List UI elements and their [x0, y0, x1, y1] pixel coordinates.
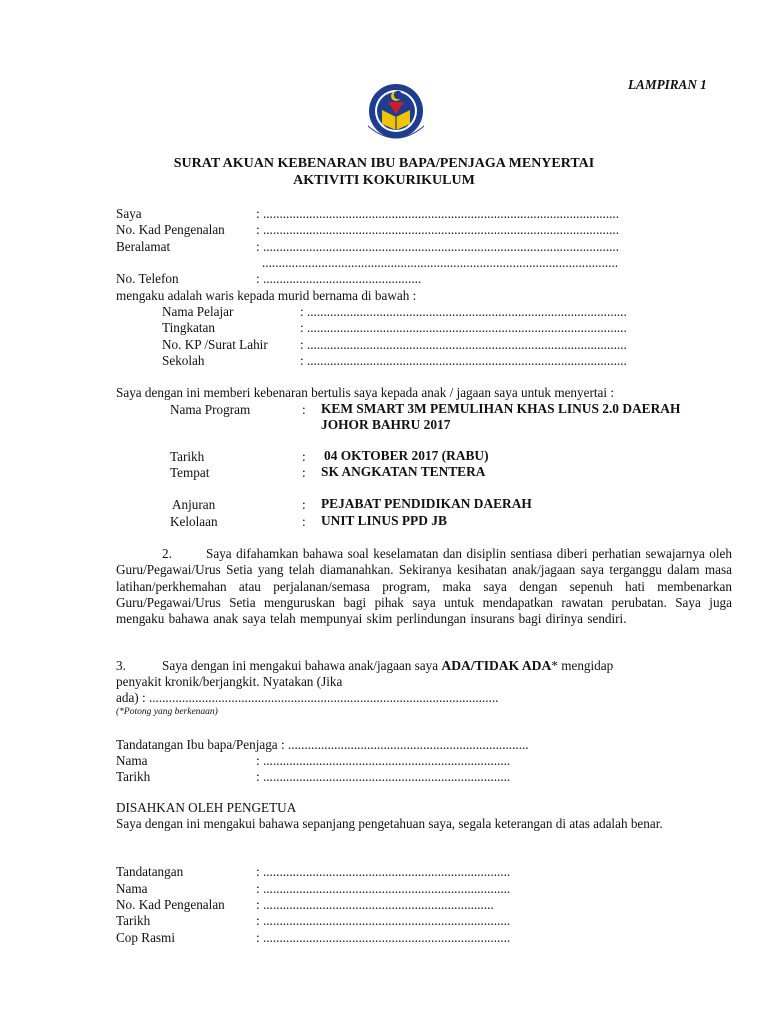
paragraph-3-ada: ADA/TIDAK ADA	[441, 658, 552, 673]
venue-label: Tempat	[170, 465, 210, 480]
lampiran-label: LAMPIRAN 1	[628, 77, 707, 92]
principal-name-label: Nama	[116, 881, 148, 896]
field-saya-label: Saya	[116, 206, 142, 221]
manager-label: Kelolaan	[170, 514, 218, 529]
title-line-1: SURAT AKUAN KEBENARAN IBU BAPA/PENJAGA MENYERTAI	[173, 156, 595, 171]
student-ic-label: No. KP /Surat Lahir	[162, 337, 268, 352]
title-line-2: AKTIVITI KOKURIKULUM	[293, 173, 475, 188]
field-ic-label: No. Kad Pengenalan	[116, 222, 225, 237]
student-name-label: Nama Pelajar	[162, 304, 234, 319]
paragraph-3-post: * mengidap	[551, 658, 614, 673]
parent-signature-line[interactable]: Tandatangan Ibu bapa/Penjaga : .........................................................................	[116, 737, 529, 752]
principal-date-value[interactable]: : ...........................................................................	[256, 913, 511, 928]
organizer-colon: :	[302, 497, 306, 512]
paragraph-2-text: Saya difahamkan bahawa soal keselamatan dan disiplin sentiasa diberi perhatian sewajarnya oleh Guru/Pegawai/Urus Setia yang telah diamanahkan. Sekiranya kesihatan anak/jagaan saya terganggu dalam masa latihan/perkhemahan atau perjalanan/semasa program, maka saya dengan sepenuh hati membenarkan Guru/Pegawai/Urus Setia menguruskan bagi pihak saya untuk mendapatkan rawatan perubatan. Saya juga mengaku bahawa anak saya telah mempunyai skim perlindungan insurans bagi dirinya sendiri.	[116, 546, 732, 627]
principal-date-label: Tarikh	[116, 913, 151, 928]
parent-date-value[interactable]: : ...........................................................................	[256, 769, 511, 784]
paragraph-3-number: 3.	[116, 658, 126, 673]
paragraph-2-number: 2.	[162, 546, 172, 561]
parent-name-value[interactable]: : ...........................................................................	[256, 753, 511, 768]
principal-signature-value[interactable]: : ...........................................................................	[256, 864, 511, 879]
field-ic-value[interactable]: : ............................................................................................................	[256, 222, 620, 237]
venue-value: SK ANGKATAN TENTERA	[321, 464, 486, 479]
field-address-value[interactable]: : ............................................................................................................	[256, 239, 620, 254]
field-phone-value[interactable]: : ................................................	[256, 271, 422, 286]
guardian-intro: mengaku adalah waris kepada murid bernama di bawah :	[116, 288, 417, 303]
organizer-value: PEJABAT PENDIDIKAN DAERAH	[321, 496, 532, 511]
manager-value: UNIT LINUS PPD JB	[321, 513, 447, 528]
principal-stamp-value[interactable]: : ...........................................................................	[256, 930, 511, 945]
ministry-logo	[358, 80, 434, 146]
field-phone-label: No. Telefon	[116, 271, 179, 286]
student-ic-value[interactable]: : .................................................................................................	[300, 337, 627, 352]
program-value-line-2: JOHOR BAHRU 2017	[321, 417, 451, 432]
parent-name-label: Nama	[116, 753, 148, 768]
permission-intro: Saya dengan ini memberi kebenaran bertulis saya kepada anak / jagaan saya untuk menyertai :	[116, 385, 615, 400]
principal-ic-label: No. Kad Pengenalan	[116, 897, 225, 912]
manager-colon: :	[302, 514, 306, 529]
program-colon: :	[302, 402, 306, 417]
principal-stamp-label: Cop Rasmi	[116, 930, 175, 945]
venue-colon: :	[302, 465, 306, 480]
field-address-label: Beralamat	[116, 239, 171, 254]
principal-ic-value[interactable]: : ......................................................................	[256, 897, 494, 912]
date-value: 04 OKTOBER 2017 (RABU)	[324, 448, 489, 463]
paragraph-2	[116, 546, 732, 627]
parent-date-label: Tarikh	[116, 769, 151, 784]
paragraph-3-pre: Saya dengan ini mengakui bahawa anak/jagaan saya	[162, 658, 439, 673]
organizer-label: Anjuran	[172, 497, 216, 512]
field-saya-value[interactable]: : ............................................................................................................	[256, 206, 620, 221]
student-form-value[interactable]: : .................................................................................................	[300, 320, 627, 335]
field-address-line-2[interactable]: ............................................................................................................	[262, 255, 619, 270]
student-name-value[interactable]: : .................................................................................................	[300, 304, 627, 319]
paragraph-3-line-3[interactable]: ada) : ..........................................................................................................	[116, 690, 499, 705]
program-label: Nama Program	[170, 402, 251, 417]
date-colon: :	[302, 449, 306, 464]
program-value-line-1: KEM SMART 3M PEMULIHAN KHAS LINUS 2.0 DAERAH	[321, 401, 681, 416]
principal-statement: Saya dengan ini mengakui bahawa sepanjang pengetahuan saya, segala keterangan di atas adalah benar.	[116, 816, 663, 831]
student-school-label: Sekolah	[162, 353, 205, 368]
student-school-value[interactable]: : .................................................................................................	[300, 353, 627, 368]
paragraph-3-line-2: penyakit kronik/berjangkit. Nyatakan (Jika	[116, 674, 343, 689]
paragraph-3-line-1	[162, 658, 613, 674]
principal-name-value[interactable]: : ...........................................................................	[256, 881, 511, 896]
strike-note: (*Potong yang berkenaan)	[116, 707, 218, 717]
principal-heading: DISAHKAN OLEH PENGETUA	[116, 800, 297, 815]
student-form-label: Tingkatan	[162, 320, 216, 335]
date-label: Tarikh	[170, 449, 205, 464]
principal-signature-label: Tandatangan	[116, 864, 184, 879]
